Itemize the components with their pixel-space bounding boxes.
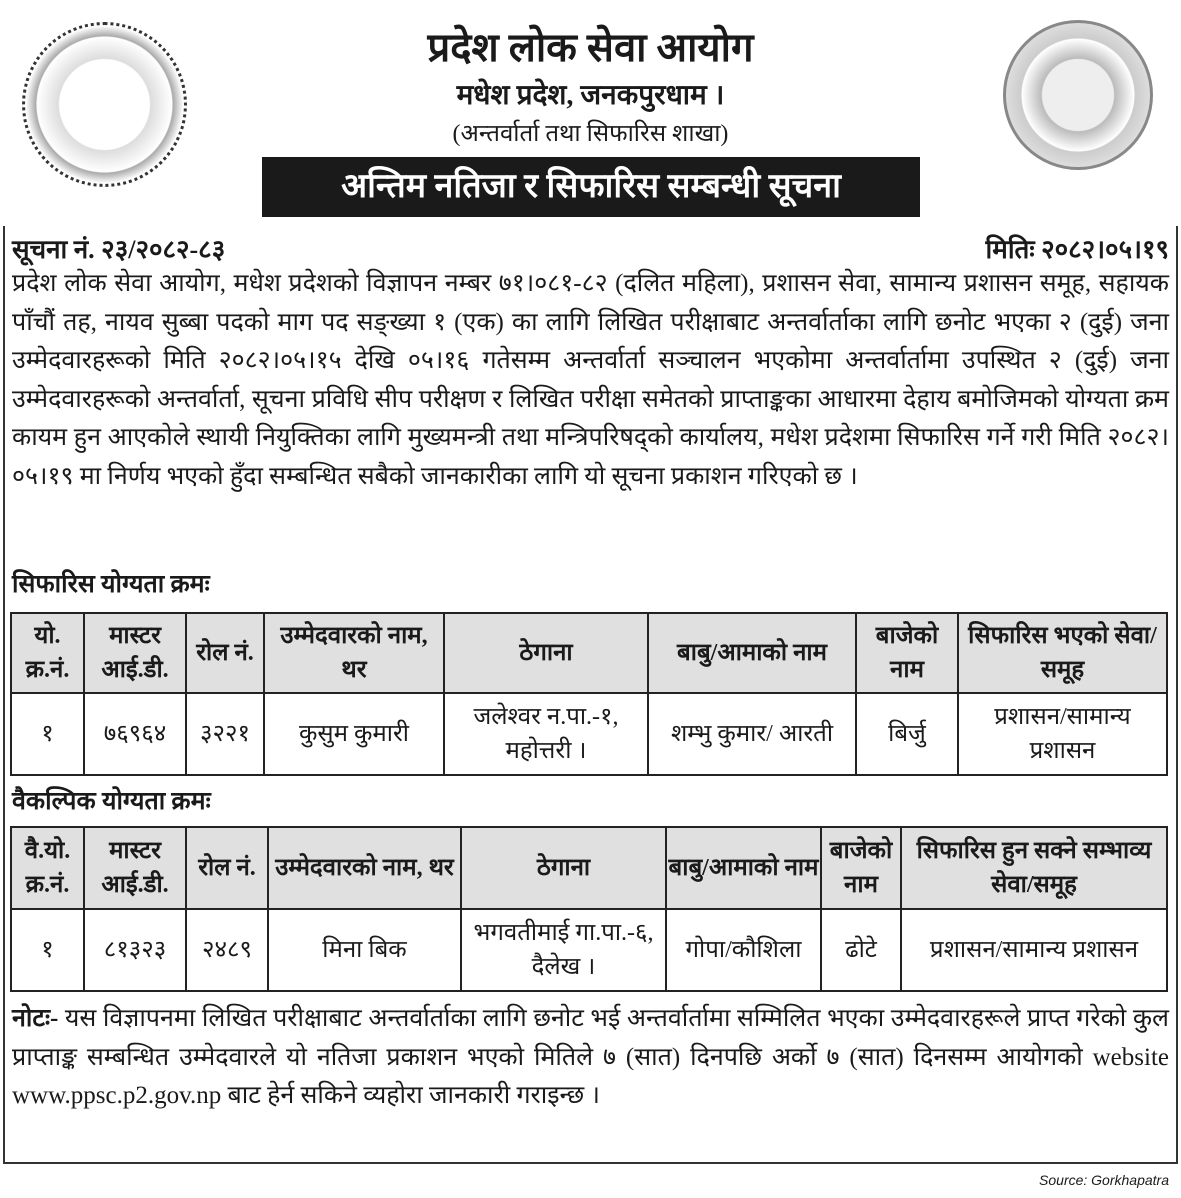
column-header: उम्मेदवारको नाम, थर [264, 613, 444, 693]
alternate-heading: वैकल्पिक योग्यता क्रमः [12, 788, 211, 815]
table-row [11, 693, 1167, 775]
table-cell: शम्भु कुमार/ आरती [648, 693, 856, 775]
column-header: रोल नं. [186, 613, 264, 693]
column-header: बाबु/आमाको नाम [648, 613, 856, 693]
column-header: वै.यो. क्र.नं. [11, 827, 84, 909]
source-credit: Source: Gorkhapatra [1039, 1172, 1169, 1188]
note-paragraph [12, 1000, 1169, 1116]
table-cell: ८१३२३ [84, 909, 186, 991]
table-cell: २४८९ [186, 909, 268, 991]
notice-date: मितिः २०८२।०५।१९ [985, 235, 1169, 264]
column-header: बाजेको नाम [821, 827, 901, 909]
recommendation-heading: सिफारिस योग्यता क्रमः [12, 571, 210, 598]
table-cell: भगवतीमाई गा.पा.-६, दैलेख । [461, 909, 666, 991]
column-header: मास्टर आई.डी. [84, 613, 186, 693]
column-header: ठेगाना [461, 827, 666, 909]
column-header: सिफारिस भएको सेवा/समूह [958, 613, 1167, 693]
table-header-row [11, 613, 1167, 693]
alternate-table [10, 826, 1168, 992]
notice-body: प्रदेश लोक सेवा आयोग, मधेश प्रदेशको विज्ञापन नम्बर ७१।०८१-८२ (दलित महिला), प्रशासन सेवा, सामान्य प्रशासन समूह, सहायक पाँचौं तह, नायव सुब्बा पदको माग पद सङ्ख्या १ (एक) का लागि लिखित परीक्षाबाट अन्तर्वार्ताका लागि छनोट भएका २ (दुई) जना उम्मेदवारहरूको मिति २०८२।०५।१५ देखि ०५।१६ गतेसम्म अन्तर्वार्ता सञ्चालन भएकोमा अन्तर्वार्तामा उपस्थित २ (दुई) जना उम्मेदवारहरूको अन्तर्वार्ता, सूचना प्रविधि सीप परीक्षण र लिखित परीक्षा समेतको प्राप्ताङ्कका आधारमा देहाय बमोजिमको योग्यता क्रम कायम हुन आएकोले स्थायी नियुक्तिका लागि मुख्यमन्त्री तथा मन्त्रिपरिषद्को कार्यालय, मधेश प्रदेशमा सिफारिस गर्ने गरी मिति २०८२।०५।१९ मा निर्णय भएको हुँदा सम्बन्धित सबैको जानकारीका लागि यो सूचना प्रकाशन गरिएको छ । [12, 270, 1169, 490]
table-header-row [11, 827, 1167, 909]
branch-name: (अन्तर्वार्ता तथा सिफारिस शाखा) [452, 121, 729, 147]
table-cell: प्रशासन/सामान्य प्रशासन [958, 693, 1167, 775]
table-cell: ७६९६४ [84, 693, 186, 775]
note-label: नोटः- [12, 1005, 59, 1032]
notice-banner: अन्तिम नतिजा र सिफारिस सम्बन्धी सूचना [262, 157, 920, 217]
table-cell: जलेश्वर न.पा.-१, महोत्तरी । [444, 693, 648, 775]
table-cell: १ [11, 693, 84, 775]
column-header: यो. क्र.नं. [11, 613, 84, 693]
note-text: यस विज्ञापनमा लिखित परीक्षाबाट अन्तर्वार्ताका लागि छनोट भई अन्तर्वार्तामा सम्मिलित भएका उम्मेदवारहरूले प्राप्त गरेको कुल प्राप्ताङ्क सम्बन्धित उम्मेदवारले यो नतिजा प्रकाशन भएको मितिले ७ (सात) दिनपछि अर्को ७ (सात) दिनसम्म आयोगको website www.ppsc.p2.gov.np बाट हेर्न सकिने व्यहोरा जानकारी गराइन्छ । [12, 1005, 1169, 1109]
table-cell: प्रशासन/सामान्य प्रशासन [901, 909, 1167, 991]
recommendation-table [10, 612, 1168, 776]
table-cell: मिना बिक [268, 909, 461, 991]
column-header: ठेगाना [444, 613, 648, 693]
column-header: सिफारिस हुन सक्ने सम्भाव्य सेवा/समूह [901, 827, 1167, 909]
organization-location: मधेश प्रदेश, जनकपुरधाम । [456, 80, 725, 111]
table-row [11, 909, 1167, 991]
table-cell: कुसुम कुमारी [264, 693, 444, 775]
table-cell: ३२२१ [186, 693, 264, 775]
column-header: बाजेको नाम [856, 613, 958, 693]
table-cell: बिर्जु [856, 693, 958, 775]
table-cell: गोपा/कौशिला [666, 909, 821, 991]
organization-title: प्रदेश लोक सेवा आयोग [427, 25, 754, 70]
column-header: रोल नं. [186, 827, 268, 909]
table-cell: १ [11, 909, 84, 991]
table-cell: ढोटे [821, 909, 901, 991]
column-header: उम्मेदवारको नाम, थर [268, 827, 461, 909]
column-header: बाबु/आमाको नाम [666, 827, 821, 909]
column-header: मास्टर आई.डी. [84, 827, 186, 909]
notice-number: सूचना नं. २३/२०८२-८३ [12, 235, 226, 264]
